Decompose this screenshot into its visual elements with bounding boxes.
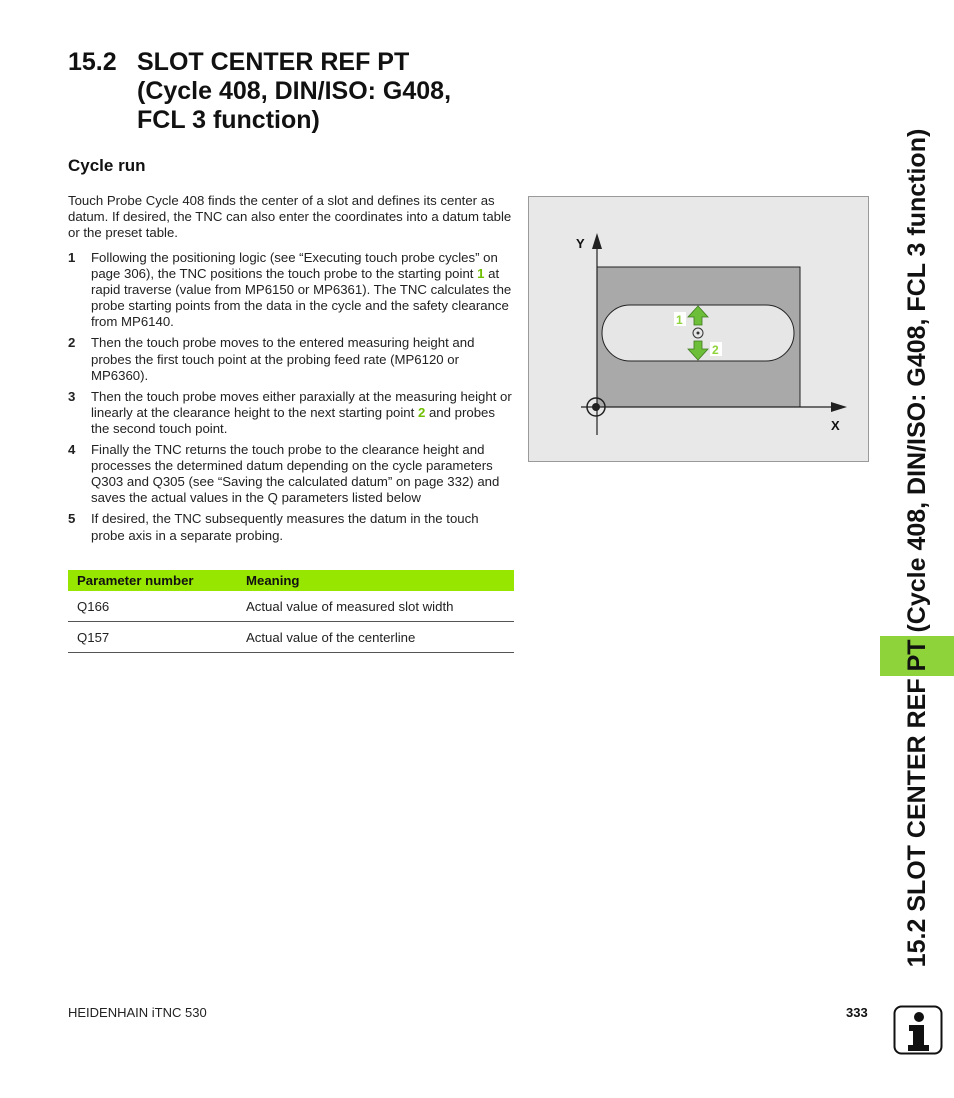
parameter-table [68,570,514,653]
y-axis-label: Y [576,236,585,251]
y-axis-arrow-icon [592,233,602,249]
step-text: Following the positioning logic (see “Executing touch probe cycles” on page 306), the TNC positions the touch probe to the starting point [91,250,498,282]
footer-product: HEIDENHAIN iTNC 530 [68,1005,207,1020]
side-running-head: 15.2 SLOT CENTER REF PT (Cycle 408, DIN/ISO: G408, FCL 3 function) [903,128,931,968]
title-line: (Cycle 408, DIN/ISO: G408, [137,77,452,105]
column-header: Parameter number [68,570,237,591]
subheading: Cycle run [68,156,146,175]
info-icon [893,1005,943,1055]
page-number: 333 [846,1005,868,1020]
step-item [68,335,514,383]
step-text: Then the touch probe moves to the entered measuring height and probes the first touch point at the probing feed rate (MP6120 or MP6360). [91,335,475,383]
step-number: 2 [68,335,76,351]
step-number: 4 [68,442,76,458]
step-item [68,511,514,543]
section-number: 15.2 [68,48,117,76]
step-highlight: 1 [477,266,485,282]
title-line: FCL 3 function) [137,106,320,134]
table-header-row [68,570,514,591]
slot-diagram [528,196,869,462]
table-cell: Q166 [68,591,237,622]
table-row [68,591,514,622]
table-cell: Actual value of the centerline [237,622,514,653]
point-1-label: 1 [676,313,683,327]
step-text: If desired, the TNC subsequently measures the datum in the touch probe axis in a separate probing. [91,511,479,543]
table-cell: Actual value of measured slot width [237,591,514,622]
column-header: Meaning [237,570,514,591]
step-highlight: 2 [417,404,426,420]
step-number: 5 [68,511,76,527]
step-text-after: and probes the second touch point. [91,404,495,436]
slot-diagram-svg [529,197,868,461]
step-item [68,250,514,330]
title-line: SLOT CENTER REF PT [137,48,410,76]
point-2-label: 2 [712,343,719,357]
x-axis-label: X [831,418,840,433]
step-text: Then the touch probe moves either paraxially at the measuring height or linearly at the clearance height to the next starting point [91,388,512,420]
step-number: 3 [68,388,76,404]
step-number: 1 [68,250,76,265]
step-list [68,250,514,549]
step-text-after: at rapid traverse (value from MP6150 or MP6361). The TNC calculates the probe starting points from the data in the cycle and the safety clearance from MP6140. [91,266,512,330]
table-row [68,622,514,653]
intro-paragraph: Touch Probe Cycle 408 finds the center of a slot and defines its center as datum. If desired, the TNC can also enter the coordinates into a datum table or the preset table. [68,193,512,241]
x-axis-arrow-icon [831,402,847,412]
step-item [68,389,514,437]
table-cell: Q157 [68,622,237,653]
step-item [68,442,514,506]
step-text: Finally the TNC returns the touch probe to the clearance height and processes the determined datum depending on the cycle parameters Q303 and Q305 (see “Saving the calculated datum” on page 332) and saves the actual values in the Q parameters listed below [91,442,500,506]
